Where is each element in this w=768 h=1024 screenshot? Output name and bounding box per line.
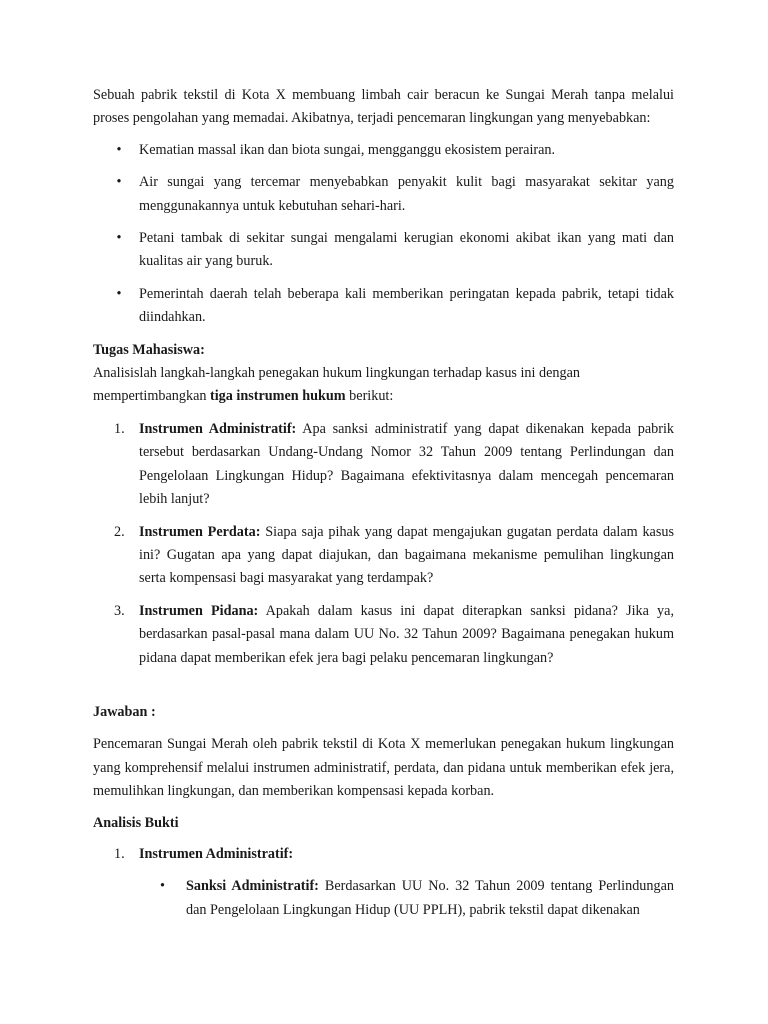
task-number: 3. (114, 602, 125, 619)
task-item-text: Apa sanksi administratif yang dapat dikenakan kepada pabrik tersebut berdasarkan Undang-Undang Nomor 32 Tahun 2009 tentang Perlindungan dan Pengelolaan Lingkungan Hidup? Bagaimana efektivitasnya dalam mencegah pencemaran lebih lanjut? (139, 420, 674, 508)
answer-title: Jawaban : (93, 703, 156, 720)
task-item-label: Instrumen Pidana: (139, 602, 259, 619)
impact-item (93, 283, 674, 330)
impact-text: Kematian massal ikan dan biota sungai, mengganggu ekosistem perairan. (139, 141, 556, 158)
task-intro-line2-post: berikut: (345, 388, 394, 405)
answer-item-label: Instrumen Administratif: (139, 845, 294, 862)
task-intro-line1: Analisislah langkah-langkah penegakan hukum lingkungan terhadap kasus ini dengan (93, 365, 580, 382)
answer-paragraph: Pencemaran Sungai Merah oleh pabrik tekstil di Kota X memerlukan penegakan hukum lingkungan yang komprehensif melalui instrumen administratif, perdata, dan pidana untuk memberikan efek jera, memulihkan lingkungan, dan memberikan kompensasi kepada korban. (93, 736, 674, 800)
task-item-label: Instrumen Perdata: (139, 523, 261, 540)
impact-text: Petani tambak di sekitar sungai mengalami kerugian ekonomi akibat ikan yang mati dan kualitas air yang buruk. (139, 230, 674, 270)
task-item-label: Instrumen Administratif: (139, 420, 297, 437)
bullet-icon: • (116, 174, 122, 191)
task-item (93, 600, 674, 670)
answer-item (93, 843, 674, 866)
answer-sub-item-label: Sanksi Administratif: (186, 878, 319, 895)
task-item-text: Apakah dalam kasus ini dapat diterapkan sanksi pidana? Jika ya, berdasarkan pasal-pasal mana dalam UU No. 32 Tahun 2009? Bagaimana penegakan hukum pidana dapat memberikan efek jera bagi pelaku pencemaran lingkungan? (139, 602, 674, 666)
task-number: 1. (114, 420, 125, 437)
impact-list (93, 139, 674, 330)
task-number: 2. (114, 523, 125, 540)
bullet-icon: • (116, 230, 122, 247)
case-intro-paragraph: Sebuah pabrik tekstil di Kota X membuang limbah cair beracun ke Sungai Merah tanpa melalui proses pengolahan yang memadai. Akibatnya, terjadi pencemaran lingkungan yang menyebabkan: (93, 87, 674, 127)
bullet-icon: • (160, 878, 165, 895)
impact-item (93, 171, 674, 218)
task-heading: Tugas Mahasiswa: (93, 341, 205, 358)
bullet-icon: • (116, 141, 122, 158)
bullet-icon: • (116, 285, 122, 302)
answer-sub-list (93, 875, 674, 922)
answer-sub-item-text: Berdasarkan UU No. 32 Tahun 2009 tentang Perlindungan dan Pengelolaan Lingkungan Hidup (UU PPLH), pabrik tekstil dapat dikenakan (186, 878, 674, 918)
answer-number: 1. (114, 845, 125, 862)
task-item (93, 521, 674, 591)
task-intro-emphasis: tiga instrumen hukum (210, 388, 346, 405)
impact-item (93, 227, 674, 274)
answer-sub-item (93, 875, 674, 922)
impact-text: Pemerintah daerah telah beberapa kali memberikan peringatan kepada pabrik, tetapi tidak diindahkan. (139, 285, 674, 326)
impact-text: Air sungai yang tercemar menyebabkan penyakit kulit bagi masyarakat sekitar yang menggunakannya untuk kebutuhan sehari-hari. (139, 174, 674, 214)
task-intro (93, 362, 674, 409)
task-item-text: Siapa saja pihak yang dapat mengajukan gugatan perdata dalam kasus ini? Gugatan apa yang dapat diajukan, dan bagaimana mekanisme pemulihan lingkungan serta kompensasi bagi masyarakat yang terdampak? (139, 523, 674, 587)
task-list (93, 418, 674, 670)
task-intro-line2-pre: mempertimbangkan (93, 388, 211, 405)
task-item (93, 418, 674, 512)
document-content (93, 84, 674, 922)
analysis-title: Analisis Bukti (93, 814, 179, 831)
answer-list (93, 843, 674, 866)
impact-item (93, 139, 674, 162)
